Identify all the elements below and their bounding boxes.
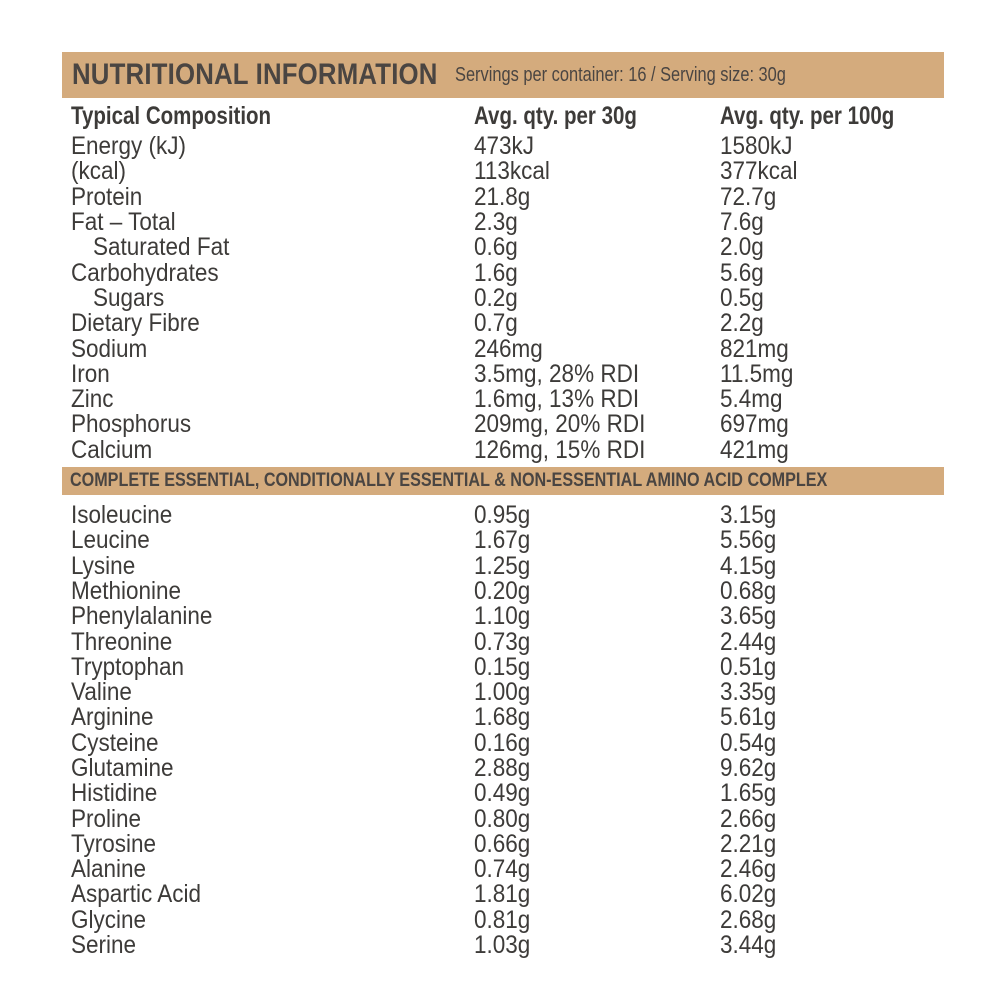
row-label: Methionine <box>71 576 182 605</box>
row-label: Phenylalanine <box>71 602 213 631</box>
nutrition-panel <box>62 52 944 958</box>
table-row <box>62 336 944 361</box>
row-label: Glycine <box>71 905 147 934</box>
header-per-30g: Avg. qty. per 30g <box>474 101 637 130</box>
header-per-100g: Avg. qty. per 100g <box>720 101 895 130</box>
row-value-per-30g: 126mg, 15% RDI <box>474 435 646 464</box>
row-value-per-100g: 2.0g <box>720 233 764 262</box>
row-value-per-100g: 421mg <box>720 435 789 464</box>
table-row <box>62 933 944 958</box>
row-value-per-30g: 0.66g <box>474 829 531 858</box>
column-header-row <box>62 98 944 134</box>
row-label: Proline <box>71 804 142 833</box>
table-row <box>62 829 944 858</box>
table-row <box>62 652 944 681</box>
row-value-per-100g: 5.56g <box>720 526 777 555</box>
row-label: Energy (kJ) <box>71 132 187 161</box>
row-value-per-100g: 821mg <box>720 334 789 363</box>
panel-title: NUTRITIONAL INFORMATION <box>72 58 438 91</box>
row-value-per-30g: 0.15g <box>474 652 531 681</box>
row-value-per-100g: 0.5g <box>720 283 764 312</box>
row-label: Alanine <box>71 855 147 884</box>
row-value-per-30g: 2.88g <box>474 753 531 782</box>
row-label: Fat – Total <box>71 208 176 237</box>
row-value-per-100g: 3.35g <box>720 678 777 707</box>
row-label: Aspartic Acid <box>71 880 202 909</box>
table-row <box>62 806 944 831</box>
table-row <box>62 311 944 336</box>
table-row <box>62 412 944 437</box>
row-value-per-30g: 0.80g <box>474 804 531 833</box>
table-row <box>62 905 944 934</box>
row-label: Valine <box>71 678 132 707</box>
row-value-per-30g: 0.16g <box>474 728 531 757</box>
row-value-per-30g: 113kcal <box>474 157 550 186</box>
row-value-per-100g: 6.02g <box>720 880 777 909</box>
row-label: Histidine <box>71 779 158 808</box>
amino-acid-heading: COMPLETE ESSENTIAL, CONDITIONALLY ESSENTIAL & NON-ESSENTIAL AMINO ACID COMPLEX <box>70 469 828 491</box>
row-value-per-100g: 3.15g <box>720 501 777 530</box>
row-value-per-30g: 0.95g <box>474 501 531 530</box>
row-value-per-100g: 9.62g <box>720 753 777 782</box>
table-row <box>62 604 944 629</box>
row-value-per-30g: 1.68g <box>474 703 531 732</box>
row-value-per-30g: 0.49g <box>474 779 531 808</box>
row-value-per-100g: 5.4mg <box>720 385 783 414</box>
row-value-per-30g: 209mg, 20% RDI <box>474 410 646 439</box>
serving-info: Servings per container: 16 / Serving size: 30g <box>455 63 787 86</box>
row-value-per-30g: 0.74g <box>474 855 531 884</box>
row-value-per-30g: 0.6g <box>474 233 518 262</box>
row-value-per-100g: 2.66g <box>720 804 777 833</box>
row-label: Arginine <box>71 703 154 732</box>
table-row <box>62 134 944 159</box>
table-row <box>62 705 944 730</box>
row-label: Lysine <box>71 551 136 580</box>
table-row <box>62 182 944 211</box>
row-value-per-100g: 1.65g <box>720 779 777 808</box>
table-row <box>62 728 944 757</box>
row-label: Phosphorus <box>71 410 192 439</box>
table-row <box>62 210 944 235</box>
table-row <box>62 359 944 388</box>
table-row <box>62 576 944 605</box>
table-row <box>62 435 944 464</box>
row-value-per-30g: 246mg <box>474 334 543 363</box>
row-value-per-100g: 11.5mg <box>720 359 794 388</box>
row-value-per-30g: 2.3g <box>474 208 518 237</box>
row-value-per-30g: 1.10g <box>474 602 531 631</box>
row-value-per-30g: 1.6mg, 13% RDI <box>474 385 640 414</box>
nutrient-table <box>62 134 944 463</box>
header-composition: Typical Composition <box>71 101 272 130</box>
table-row <box>62 387 944 412</box>
row-value-per-30g: 1.6g <box>474 258 518 287</box>
table-row <box>62 260 944 285</box>
row-value-per-100g: 2.68g <box>720 905 777 934</box>
row-label: Threonine <box>71 627 173 656</box>
row-label: Tryptophan <box>71 652 184 681</box>
table-row <box>62 882 944 907</box>
row-label: Cysteine <box>71 728 159 757</box>
table-row <box>62 857 944 882</box>
row-value-per-100g: 2.46g <box>720 855 777 884</box>
row-value-per-100g: 7.6g <box>720 208 764 237</box>
row-value-per-100g: 377kcal <box>720 157 798 186</box>
row-value-per-30g: 0.2g <box>474 283 518 312</box>
row-value-per-100g: 0.51g <box>720 652 777 681</box>
amino-acid-table <box>62 503 944 958</box>
row-value-per-30g: 3.5mg, 28% RDI <box>474 359 640 388</box>
row-label: Carbohydrates <box>71 258 219 287</box>
row-value-per-30g: 473kJ <box>474 132 535 161</box>
row-value-per-30g: 0.81g <box>474 905 531 934</box>
row-value-per-30g: 1.03g <box>474 931 531 960</box>
row-label: (kcal) <box>71 157 126 186</box>
row-label: Tyrosine <box>71 829 157 858</box>
row-value-per-30g: 1.25g <box>474 551 531 580</box>
row-label: Leucine <box>71 526 150 555</box>
row-label: Iron <box>71 359 110 388</box>
table-row <box>62 503 944 528</box>
table-row <box>62 283 944 312</box>
row-label: Zinc <box>71 385 114 414</box>
row-value-per-100g: 5.61g <box>720 703 777 732</box>
row-label: Glutamine <box>71 753 174 782</box>
table-row <box>62 781 944 806</box>
table-row <box>62 553 944 578</box>
table-row <box>62 159 944 184</box>
row-label: Isoleucine <box>71 501 173 530</box>
row-value-per-30g: 1.81g <box>474 880 531 909</box>
row-value-per-100g: 72.7g <box>720 182 777 211</box>
row-value-per-100g: 697mg <box>720 410 789 439</box>
row-value-per-100g: 2.44g <box>720 627 777 656</box>
row-label: Saturated Fat <box>93 233 230 262</box>
row-value-per-100g: 0.68g <box>720 576 777 605</box>
row-value-per-100g: 2.2g <box>720 309 764 338</box>
table-row <box>62 753 944 782</box>
row-value-per-100g: 2.21g <box>720 829 777 858</box>
table-row <box>62 680 944 705</box>
row-value-per-30g: 1.00g <box>474 678 531 707</box>
table-row <box>62 528 944 553</box>
row-value-per-30g: 1.67g <box>474 526 531 555</box>
row-label: Sugars <box>93 283 165 312</box>
title-bar <box>62 52 944 98</box>
table-row <box>62 629 944 654</box>
row-label: Dietary Fibre <box>71 309 200 338</box>
table-row <box>62 235 944 260</box>
row-label: Protein <box>71 182 143 211</box>
row-value-per-100g: 4.15g <box>720 551 777 580</box>
row-value-per-100g: 0.54g <box>720 728 777 757</box>
row-value-per-100g: 5.6g <box>720 258 764 287</box>
row-value-per-30g: 0.73g <box>474 627 531 656</box>
row-value-per-100g: 3.65g <box>720 602 777 631</box>
row-value-per-30g: 0.20g <box>474 576 531 605</box>
row-value-per-100g: 1580kJ <box>720 132 793 161</box>
row-value-per-30g: 0.7g <box>474 309 518 338</box>
row-label: Calcium <box>71 435 153 464</box>
row-label: Serine <box>71 931 137 960</box>
amino-acid-band <box>62 467 944 495</box>
row-value-per-100g: 3.44g <box>720 931 777 960</box>
row-value-per-30g: 21.8g <box>474 182 531 211</box>
row-label: Sodium <box>71 334 148 363</box>
